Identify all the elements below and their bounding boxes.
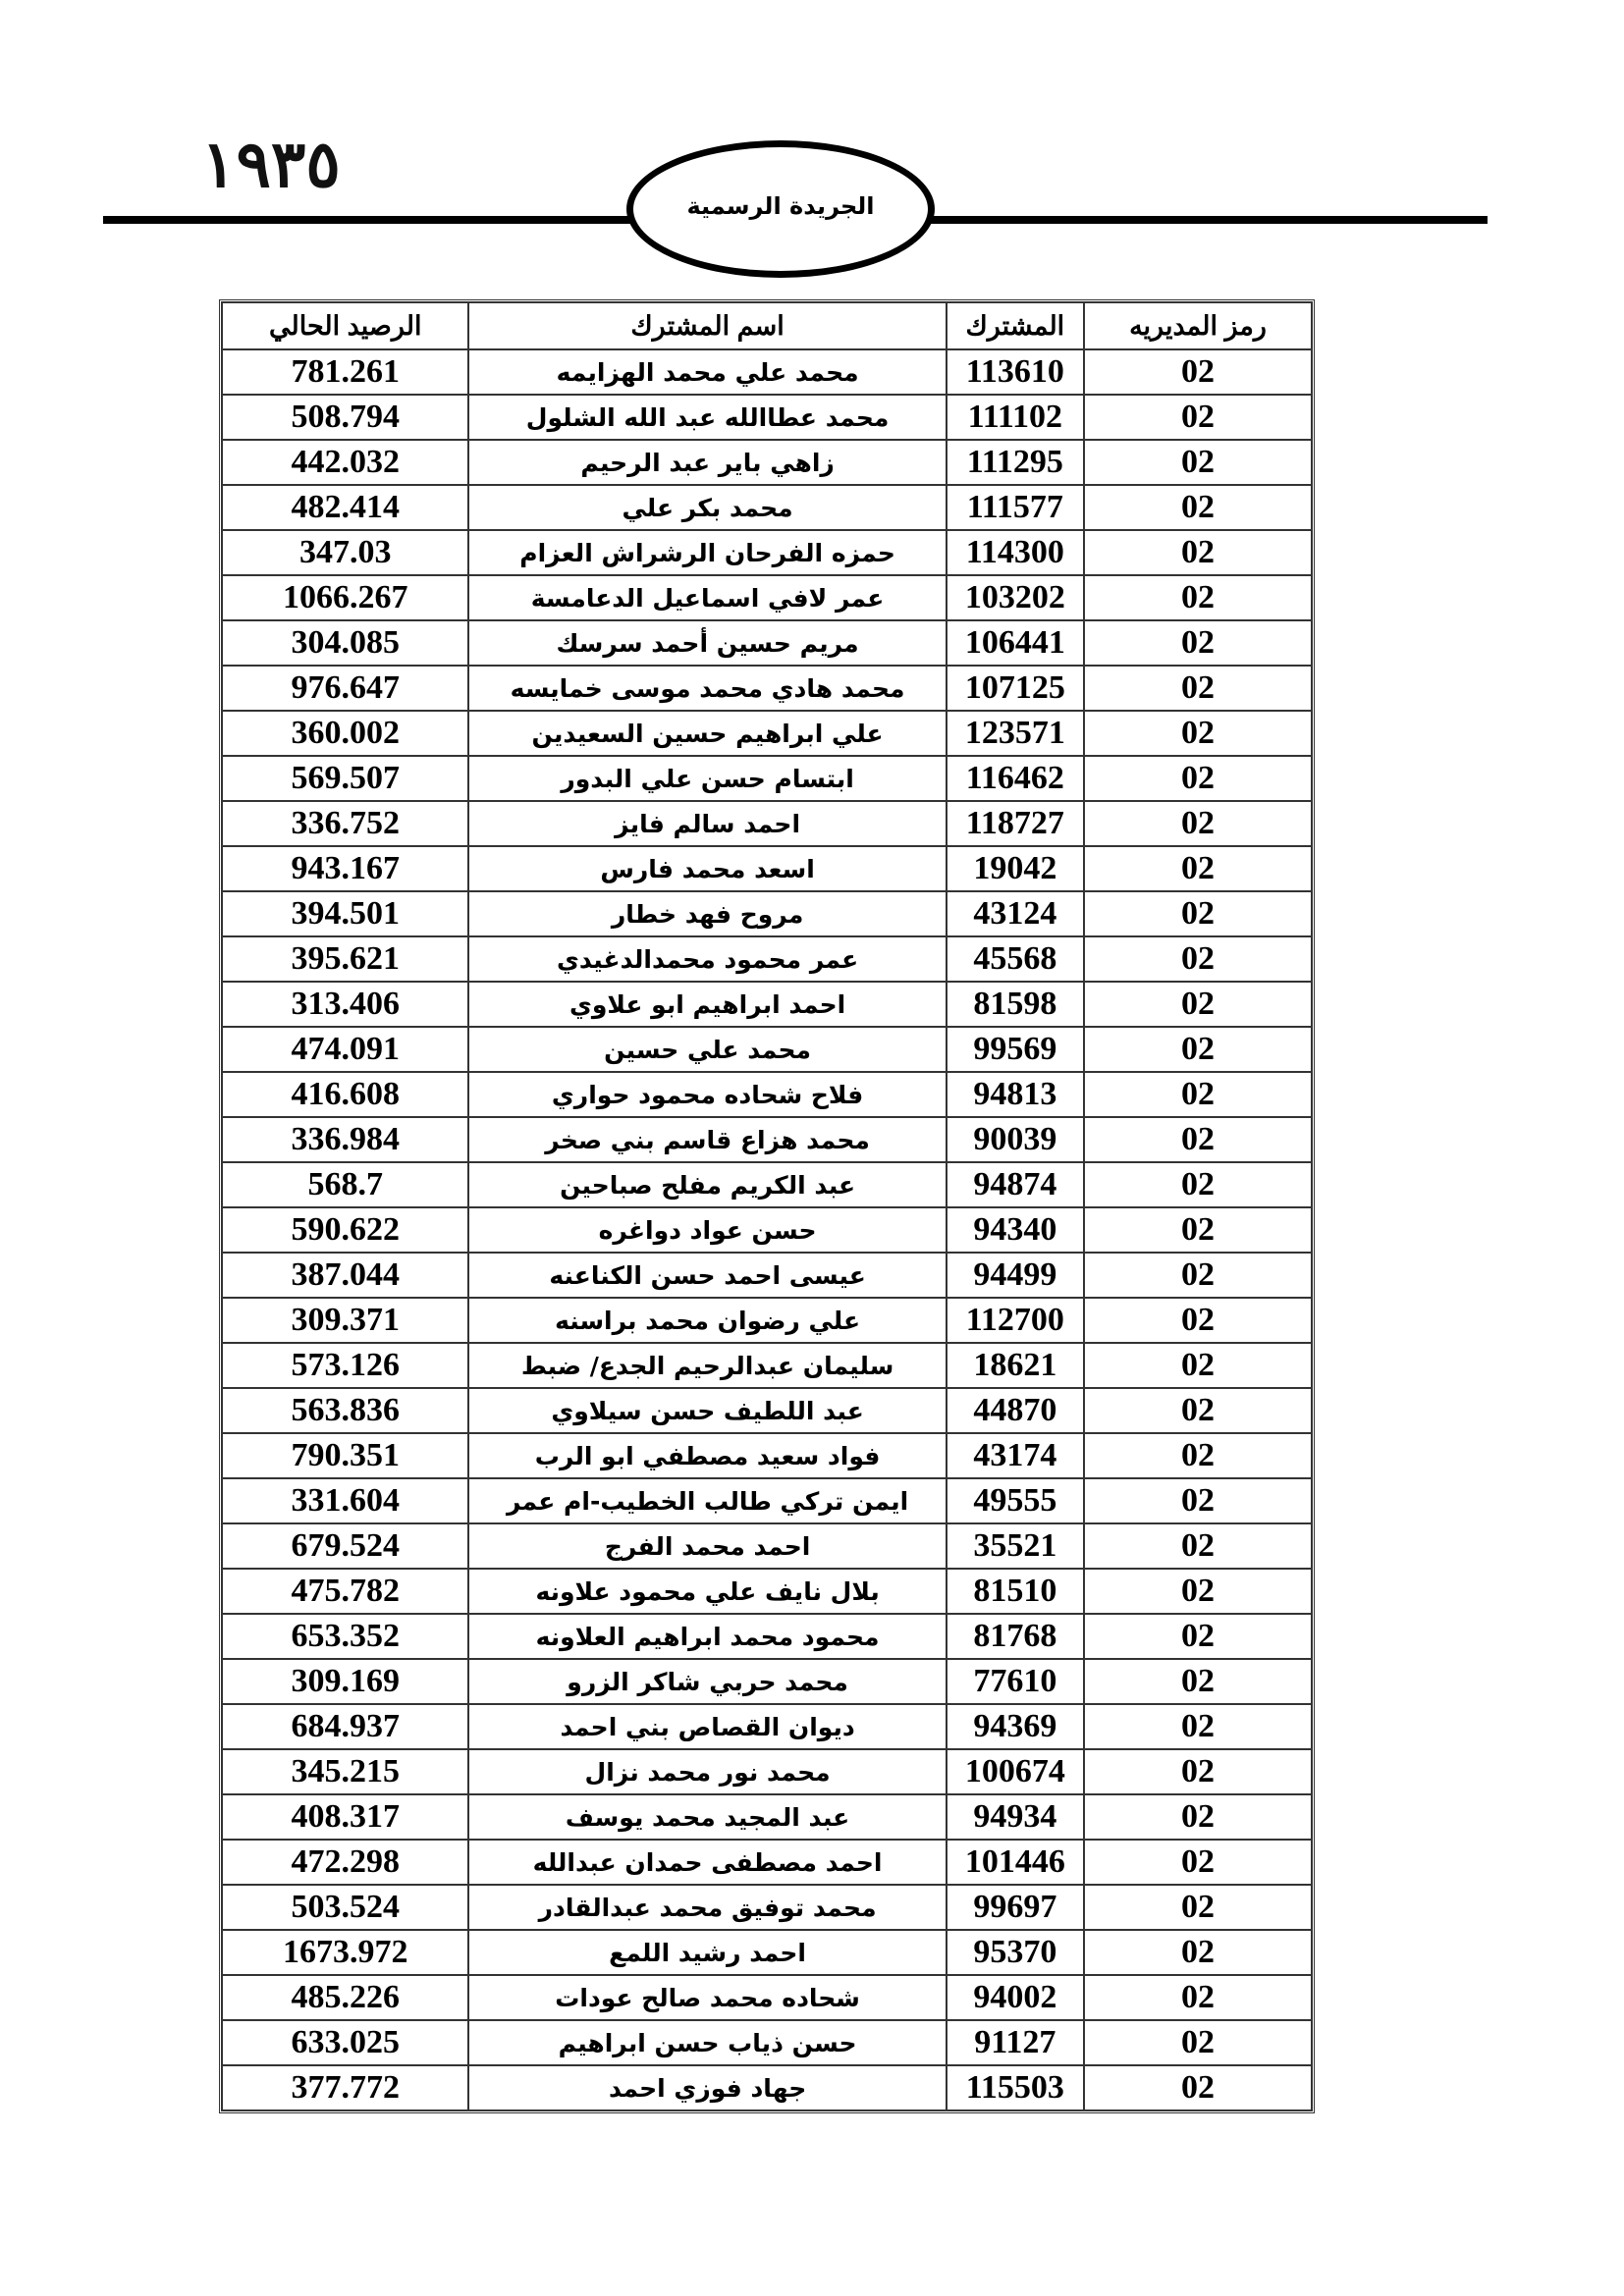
- cell-subscriber-name: محمد عطاالله عبد الله الشلول: [468, 395, 946, 440]
- table-row: [222, 1433, 1312, 1478]
- cell-directorate-code: 02: [1084, 711, 1312, 756]
- cell-subscriber-id: 49555: [947, 1478, 1084, 1523]
- cell-current-balance: 485.226: [222, 1975, 468, 2020]
- cell-subscriber-id: 18621: [947, 1343, 1084, 1388]
- cell-subscriber-name: محمد علي محمد الهزايمه: [468, 349, 946, 395]
- cell-current-balance: 387.044: [222, 1253, 468, 1298]
- cell-directorate-code: 02: [1084, 1027, 1312, 1072]
- cell-directorate-code: 02: [1084, 575, 1312, 620]
- cell-current-balance: 679.524: [222, 1523, 468, 1569]
- cell-current-balance: 442.032: [222, 440, 468, 485]
- table-row: [222, 485, 1312, 530]
- column-header-subscriber-name: اسم المشترك: [468, 302, 946, 349]
- table-row: [222, 1162, 1312, 1207]
- cell-directorate-code: 02: [1084, 1749, 1312, 1794]
- cell-subscriber-id: 90039: [947, 1117, 1084, 1162]
- page-number: ١٩٣٥: [201, 126, 341, 202]
- cell-directorate-code: 02: [1084, 1343, 1312, 1388]
- cell-subscriber-name: محمود محمد ابراهيم العلاونه: [468, 1614, 946, 1659]
- cell-current-balance: 976.647: [222, 666, 468, 711]
- cell-subscriber-name: محمد هزاع قاسم بني صخر: [468, 1117, 946, 1162]
- table-row: [222, 2020, 1312, 2065]
- cell-directorate-code: 02: [1084, 530, 1312, 575]
- cell-directorate-code: 02: [1084, 1840, 1312, 1885]
- cell-directorate-code: 02: [1084, 349, 1312, 395]
- table-row: [222, 891, 1312, 936]
- cell-subscriber-name: شحاده محمد صالح عودات: [468, 1975, 946, 2020]
- cell-subscriber-name: حمزه الفرحان الرشراش العزام: [468, 530, 946, 575]
- cell-directorate-code: 02: [1084, 1433, 1312, 1478]
- cell-current-balance: 416.608: [222, 1072, 468, 1117]
- cell-directorate-code: 02: [1084, 485, 1312, 530]
- cell-current-balance: 482.414: [222, 485, 468, 530]
- cell-current-balance: 309.169: [222, 1659, 468, 1704]
- cell-subscriber-name: عبد الكريم مفلح صباحين: [468, 1162, 946, 1207]
- cell-current-balance: 360.002: [222, 711, 468, 756]
- table-row: [222, 1117, 1312, 1162]
- cell-subscriber-id: 111577: [947, 485, 1084, 530]
- cell-subscriber-name: مروح فهد خطار: [468, 891, 946, 936]
- subscribers-table: [219, 299, 1315, 2113]
- cell-subscriber-id: 115503: [947, 2065, 1084, 2110]
- cell-subscriber-name: علي رضوان محمد براسنه: [468, 1298, 946, 1343]
- cell-subscriber-id: 81768: [947, 1614, 1084, 1659]
- cell-subscriber-id: 103202: [947, 575, 1084, 620]
- cell-directorate-code: 02: [1084, 1072, 1312, 1117]
- cell-subscriber-name: ابتسام حسن علي البدور: [468, 756, 946, 801]
- table-row: [222, 1975, 1312, 2020]
- table-row: [222, 575, 1312, 620]
- table-row: [222, 620, 1312, 666]
- cell-subscriber-name: محمد هادي محمد موسى خمايسه: [468, 666, 946, 711]
- cell-current-balance: 347.03: [222, 530, 468, 575]
- cell-subscriber-id: 99569: [947, 1027, 1084, 1072]
- table-row: [222, 1343, 1312, 1388]
- cell-current-balance: 573.126: [222, 1343, 468, 1388]
- cell-directorate-code: 02: [1084, 1704, 1312, 1749]
- cell-subscriber-id: 43124: [947, 891, 1084, 936]
- cell-subscriber-name: عمر لافي اسماعيل الدعامسة: [468, 575, 946, 620]
- cell-subscriber-id: 123571: [947, 711, 1084, 756]
- cell-current-balance: 508.794: [222, 395, 468, 440]
- cell-current-balance: 568.7: [222, 1162, 468, 1207]
- cell-subscriber-id: 100674: [947, 1749, 1084, 1794]
- cell-subscriber-name: احمد رشيد اللمع: [468, 1930, 946, 1975]
- table-row: [222, 1885, 1312, 1930]
- table-row: [222, 666, 1312, 711]
- table-row: [222, 1840, 1312, 1885]
- table-row: [222, 711, 1312, 756]
- cell-subscriber-name: سليمان عبدالرحيم الجدع/ ضبط: [468, 1343, 946, 1388]
- cell-directorate-code: 02: [1084, 620, 1312, 666]
- cell-directorate-code: 02: [1084, 666, 1312, 711]
- cell-current-balance: 313.406: [222, 982, 468, 1027]
- column-header-directorate-code: رمز المديريه: [1084, 302, 1312, 349]
- cell-current-balance: 781.261: [222, 349, 468, 395]
- cell-directorate-code: 02: [1084, 1523, 1312, 1569]
- cell-directorate-code: 02: [1084, 1388, 1312, 1433]
- cell-subscriber-name: احمد ابراهيم ابو علاوي: [468, 982, 946, 1027]
- cell-subscriber-id: 77610: [947, 1659, 1084, 1704]
- cell-subscriber-name: زاهي باير عبد الرحيم: [468, 440, 946, 485]
- cell-directorate-code: 02: [1084, 1162, 1312, 1207]
- cell-subscriber-id: 106441: [947, 620, 1084, 666]
- cell-directorate-code: 02: [1084, 936, 1312, 982]
- cell-directorate-code: 02: [1084, 1298, 1312, 1343]
- cell-subscriber-name: محمد توفيق محمد عبدالقادر: [468, 1885, 946, 1930]
- cell-subscriber-id: 94934: [947, 1794, 1084, 1840]
- cell-subscriber-name: محمد حربي شاكر الزرو: [468, 1659, 946, 1704]
- cell-subscriber-name: ايمن تركي طالب الخطيب-ام عمر: [468, 1478, 946, 1523]
- cell-current-balance: 790.351: [222, 1433, 468, 1478]
- cell-subscriber-id: 94499: [947, 1253, 1084, 1298]
- table-row: [222, 1614, 1312, 1659]
- cell-subscriber-name: حسن ذياب حسن ابراهيم: [468, 2020, 946, 2065]
- cell-directorate-code: 02: [1084, 395, 1312, 440]
- cell-subscriber-name: بلال نايف علي محمود علاونه: [468, 1569, 946, 1614]
- cell-current-balance: 1673.972: [222, 1930, 468, 1975]
- cell-subscriber-id: 112700: [947, 1298, 1084, 1343]
- table-row: [222, 2065, 1312, 2110]
- table-row: [222, 1704, 1312, 1749]
- cell-directorate-code: 02: [1084, 1478, 1312, 1523]
- table-row: [222, 1749, 1312, 1794]
- table-row: [222, 395, 1312, 440]
- cell-directorate-code: 02: [1084, 440, 1312, 485]
- cell-directorate-code: 02: [1084, 1569, 1312, 1614]
- cell-current-balance: 304.085: [222, 620, 468, 666]
- cell-subscriber-name: احمد محمد الفرج: [468, 1523, 946, 1569]
- table-row: [222, 1253, 1312, 1298]
- cell-subscriber-id: 43174: [947, 1433, 1084, 1478]
- column-header-current-balance: الرصيد الحالي: [222, 302, 468, 349]
- cell-subscriber-name: احمد سالم فايز: [468, 801, 946, 846]
- table-row: [222, 936, 1312, 982]
- cell-subscriber-name: فواد سعيد مصطفي ابو الرب: [468, 1433, 946, 1478]
- cell-subscriber-id: 111102: [947, 395, 1084, 440]
- cell-current-balance: 569.507: [222, 756, 468, 801]
- cell-current-balance: 563.836: [222, 1388, 468, 1433]
- cell-subscriber-id: 19042: [947, 846, 1084, 891]
- cell-directorate-code: 02: [1084, 1975, 1312, 2020]
- column-header-subscriber-id: المشترك: [947, 302, 1084, 349]
- table-row: [222, 1523, 1312, 1569]
- publication-emblem: [626, 140, 935, 278]
- cell-subscriber-name: اسعد محمد فارس: [468, 846, 946, 891]
- cell-subscriber-id: 94340: [947, 1207, 1084, 1253]
- cell-current-balance: 633.025: [222, 2020, 468, 2065]
- cell-subscriber-name: جهاد فوزي احمد: [468, 2065, 946, 2110]
- cell-subscriber-name: محمد نور محمد نزال: [468, 1749, 946, 1794]
- cell-subscriber-name: محمد علي حسين: [468, 1027, 946, 1072]
- table-row: [222, 1072, 1312, 1117]
- cell-directorate-code: 02: [1084, 1794, 1312, 1840]
- cell-subscriber-name: احمد مصطفى حمدان عبدالله: [468, 1840, 946, 1885]
- cell-directorate-code: 02: [1084, 2065, 1312, 2110]
- cell-subscriber-name: ديوان القصاص بني احمد: [468, 1704, 946, 1749]
- cell-subscriber-id: 99697: [947, 1885, 1084, 1930]
- table-row: [222, 1298, 1312, 1343]
- cell-subscriber-id: 81598: [947, 982, 1084, 1027]
- cell-subscriber-id: 114300: [947, 530, 1084, 575]
- cell-subscriber-id: 94002: [947, 1975, 1084, 2020]
- cell-subscriber-id: 94874: [947, 1162, 1084, 1207]
- cell-subscriber-name: مريم حسين أحمد سرسك: [468, 620, 946, 666]
- cell-subscriber-name: فلاح شحاده محمود حواري: [468, 1072, 946, 1117]
- table-header-row: [222, 302, 1312, 349]
- cell-current-balance: 395.621: [222, 936, 468, 982]
- cell-current-balance: 336.984: [222, 1117, 468, 1162]
- cell-directorate-code: 02: [1084, 1930, 1312, 1975]
- table-row: [222, 801, 1312, 846]
- cell-directorate-code: 02: [1084, 1885, 1312, 1930]
- cell-subscriber-name: علي ابراهيم حسين السعيدين: [468, 711, 946, 756]
- cell-directorate-code: 02: [1084, 891, 1312, 936]
- cell-current-balance: 474.091: [222, 1027, 468, 1072]
- table-row: [222, 846, 1312, 891]
- publication-title: الجريدة الرسمية: [686, 192, 875, 220]
- cell-subscriber-id: 45568: [947, 936, 1084, 982]
- cell-directorate-code: 02: [1084, 982, 1312, 1027]
- cell-subscriber-name: عبد المجيد محمد يوسف: [468, 1794, 946, 1840]
- cell-current-balance: 943.167: [222, 846, 468, 891]
- cell-current-balance: 345.215: [222, 1749, 468, 1794]
- cell-subscriber-name: عبد اللطيف حسن سيلاوي: [468, 1388, 946, 1433]
- table-row: [222, 1207, 1312, 1253]
- cell-subscriber-name: حسن عواد دواغره: [468, 1207, 946, 1253]
- cell-current-balance: 475.782: [222, 1569, 468, 1614]
- cell-subscriber-id: 101446: [947, 1840, 1084, 1885]
- cell-current-balance: 653.352: [222, 1614, 468, 1659]
- cell-directorate-code: 02: [1084, 2020, 1312, 2065]
- cell-directorate-code: 02: [1084, 756, 1312, 801]
- cell-subscriber-name: عيسى احمد حسن الكناعنه: [468, 1253, 946, 1298]
- table-row: [222, 530, 1312, 575]
- cell-subscriber-id: 107125: [947, 666, 1084, 711]
- table-row: [222, 440, 1312, 485]
- cell-current-balance: 684.937: [222, 1704, 468, 1749]
- cell-current-balance: 331.604: [222, 1478, 468, 1523]
- table-row: [222, 1027, 1312, 1072]
- cell-directorate-code: 02: [1084, 1253, 1312, 1298]
- cell-subscriber-id: 113610: [947, 349, 1084, 395]
- cell-directorate-code: 02: [1084, 1207, 1312, 1253]
- cell-directorate-code: 02: [1084, 1117, 1312, 1162]
- table-row: [222, 1569, 1312, 1614]
- cell-directorate-code: 02: [1084, 801, 1312, 846]
- cell-subscriber-id: 35521: [947, 1523, 1084, 1569]
- cell-current-balance: 336.752: [222, 801, 468, 846]
- cell-current-balance: 394.501: [222, 891, 468, 936]
- table-row: [222, 349, 1312, 395]
- table-row: [222, 1478, 1312, 1523]
- cell-subscriber-name: عمر محمود محمدالدغيدي: [468, 936, 946, 982]
- cell-subscriber-id: 118727: [947, 801, 1084, 846]
- cell-current-balance: 590.622: [222, 1207, 468, 1253]
- cell-current-balance: 1066.267: [222, 575, 468, 620]
- cell-current-balance: 309.371: [222, 1298, 468, 1343]
- cell-subscriber-id: 44870: [947, 1388, 1084, 1433]
- table-row: [222, 1659, 1312, 1704]
- table-row: [222, 1930, 1312, 1975]
- cell-subscriber-id: 94369: [947, 1704, 1084, 1749]
- cell-subscriber-id: 95370: [947, 1930, 1084, 1975]
- cell-subscriber-id: 116462: [947, 756, 1084, 801]
- cell-subscriber-name: محمد بكر علي: [468, 485, 946, 530]
- table-row: [222, 1388, 1312, 1433]
- cell-current-balance: 377.772: [222, 2065, 468, 2110]
- cell-current-balance: 408.317: [222, 1794, 468, 1840]
- cell-directorate-code: 02: [1084, 1659, 1312, 1704]
- cell-directorate-code: 02: [1084, 846, 1312, 891]
- cell-subscriber-id: 81510: [947, 1569, 1084, 1614]
- cell-subscriber-id: 91127: [947, 2020, 1084, 2065]
- table-row: [222, 982, 1312, 1027]
- cell-subscriber-id: 111295: [947, 440, 1084, 485]
- cell-current-balance: 472.298: [222, 1840, 468, 1885]
- cell-subscriber-id: 94813: [947, 1072, 1084, 1117]
- table-row: [222, 756, 1312, 801]
- cell-directorate-code: 02: [1084, 1614, 1312, 1659]
- table-row: [222, 1794, 1312, 1840]
- cell-current-balance: 503.524: [222, 1885, 468, 1930]
